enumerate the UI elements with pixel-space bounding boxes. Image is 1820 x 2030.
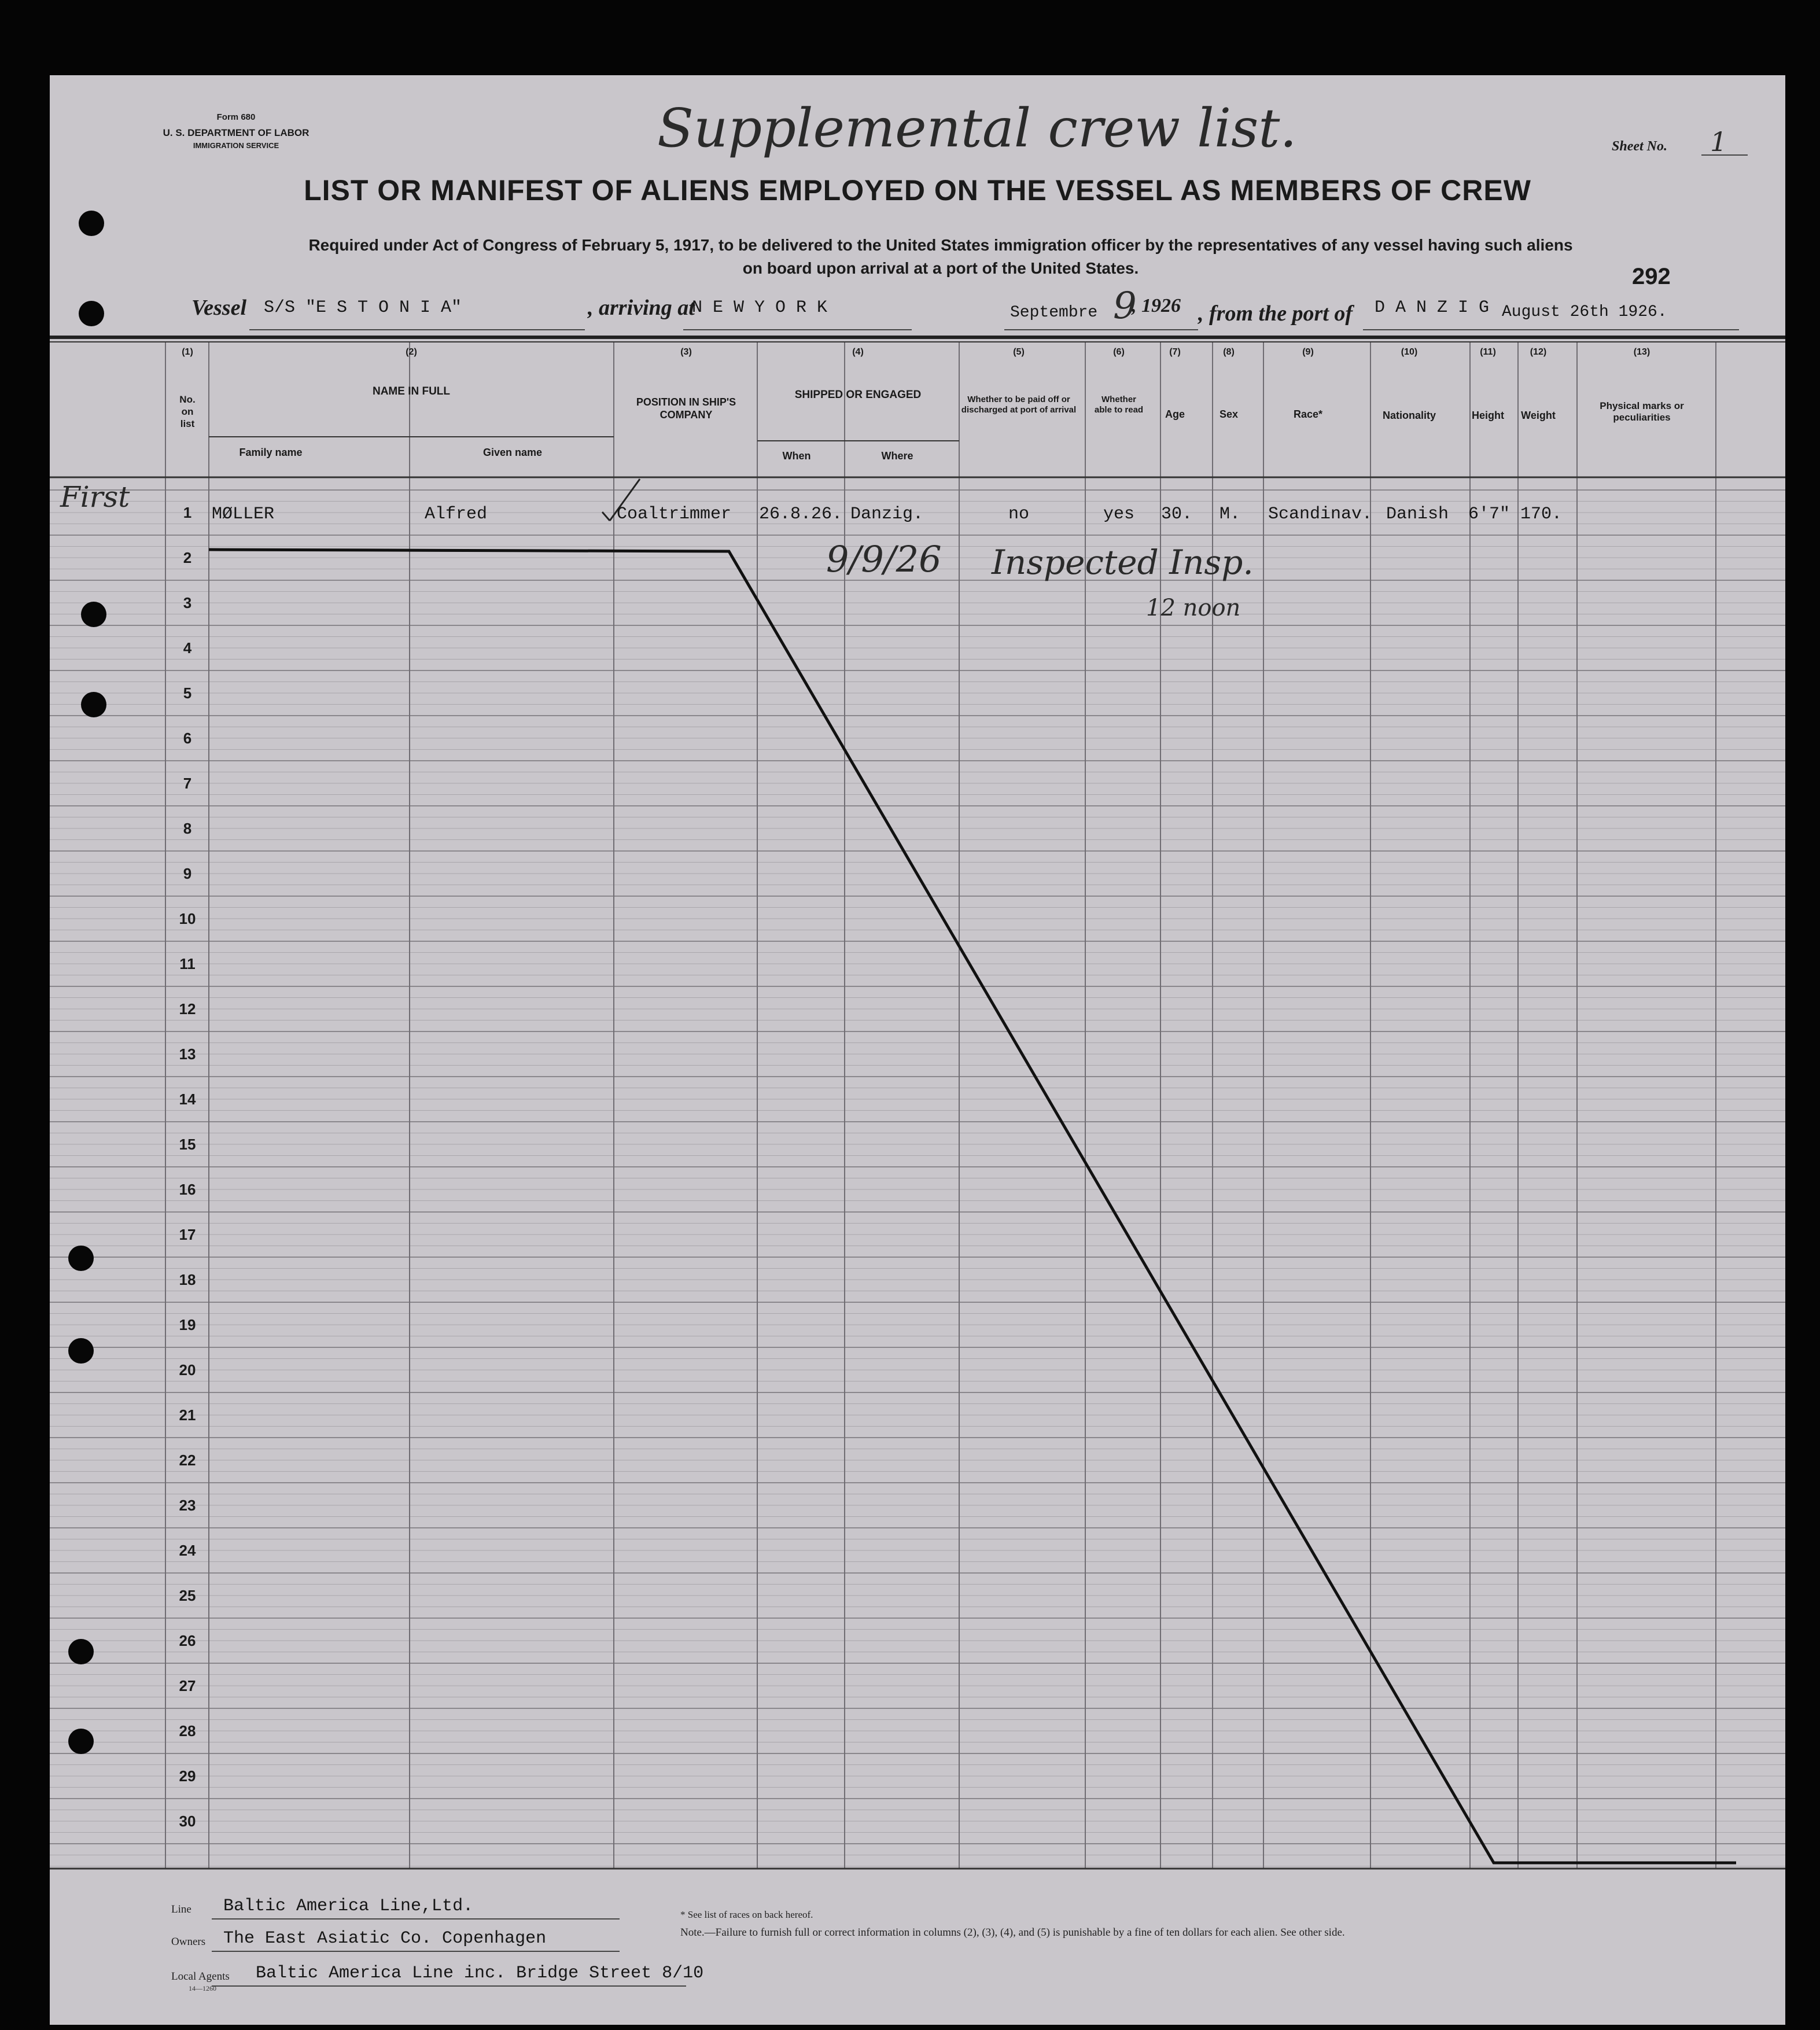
row-number: 9 (183, 865, 192, 882)
footer-line-label: Line (171, 1903, 191, 1915)
entry-weight: 170. (1520, 504, 1563, 524)
row-number: 16 (179, 1181, 196, 1198)
punch-hole (68, 1729, 94, 1754)
column-number: (1) (182, 347, 193, 357)
races-footnote: * See list of races on back hereof. (680, 1909, 813, 1920)
row-number: 28 (179, 1722, 196, 1740)
row-number: 29 (179, 1767, 196, 1785)
departure-date: August 26th 1926. (1502, 303, 1667, 321)
form-subtitle-1: Required under Act of Congress of February 5, 1917, to be delivered to the United States immigration officer by the representatives of any vessel having such aliens (308, 236, 1573, 254)
vessel-name: S/S "E S T O N I A" (264, 298, 462, 318)
footer-agents-label: Local Agents (171, 1970, 230, 1983)
print-code: 14—1260 (189, 1984, 216, 1992)
row-number: 23 (179, 1497, 196, 1514)
col-race: Race* (1293, 408, 1323, 420)
row-number: 1 (183, 504, 192, 521)
punch-hole (68, 1246, 94, 1271)
col-able-to-read: Whether able to read (1094, 395, 1144, 415)
footer-line-value: Baltic America Line,Ltd. (223, 1896, 474, 1916)
column-number: (2) (406, 347, 417, 357)
entry-able-to-read: yes (1103, 504, 1135, 524)
departure-port: D A N Z I G (1375, 298, 1490, 318)
from-port-label: , from the port of (1198, 301, 1353, 326)
stamp-number: 292 (1632, 264, 1671, 289)
row-number: 7 (183, 775, 192, 792)
row-number: 25 (179, 1587, 196, 1604)
row-number: 2 (183, 549, 192, 566)
column-number: (6) (1113, 347, 1125, 357)
entry-paid-off: no (1008, 504, 1030, 524)
col-weight: Weight (1521, 410, 1556, 421)
row-number: 5 (183, 684, 192, 702)
footer-owners-value: The East Asiatic Co. Copenhagen (223, 1929, 547, 1948)
entry-family-name: MØLLER (212, 504, 275, 524)
arrival-port: N E W Y O R K (692, 298, 828, 318)
column-number: (7) (1169, 347, 1181, 357)
col-when: When (782, 450, 811, 462)
entry-when: 26.8.26. (759, 504, 843, 524)
service-label: IMMIGRATION SERVICE (193, 141, 279, 150)
annotation-inspected: Inspected Insp. (992, 543, 1254, 582)
entry-where: Danzig. (850, 504, 924, 524)
footer-agents-value: Baltic America Line inc. Bridge Street 8/10 (256, 1963, 704, 1983)
row-number: 12 (179, 1000, 196, 1018)
col-family-name: Family name (239, 447, 303, 458)
row-number: 4 (183, 639, 192, 657)
cancellation-line (209, 550, 1736, 1863)
row-number: 18 (179, 1271, 196, 1288)
row-number: 20 (179, 1361, 196, 1379)
punch-hole (81, 692, 106, 717)
col-nationality: Nationality (1382, 410, 1436, 421)
col-no-on-list: No. on list (179, 394, 196, 429)
col-sex: Sex (1219, 408, 1239, 420)
sheet-label: Sheet No. (1612, 139, 1667, 154)
row-number: 14 (179, 1090, 196, 1108)
vessel-label: Vessel (191, 296, 246, 320)
form-number: Form 680 (216, 112, 256, 122)
punch-hole (68, 1639, 94, 1664)
entry-nationality: Danish (1386, 504, 1449, 524)
arrival-month: Septembre (1010, 304, 1098, 322)
col-given-name: Given name (482, 447, 543, 458)
row-number: 26 (179, 1632, 196, 1649)
annotation-date: 9/9/26 (826, 538, 942, 580)
column-number: (4) (852, 347, 864, 357)
entry-sex: M. (1219, 504, 1241, 524)
manifest-grid (50, 75, 1785, 2025)
col-name-in-full: NAME IN FULL (372, 385, 451, 397)
row-number: 17 (179, 1226, 196, 1243)
annotation-time: 12 noon (1146, 595, 1241, 621)
form-title: LIST OR MANIFEST OF ALIENS EMPLOYED ON THE VESSEL AS MEMBERS OF CREW (304, 174, 1531, 207)
row-number: 8 (183, 820, 192, 837)
entry-given-name: Alfred (425, 504, 488, 524)
arriving-label: , arriving at (588, 296, 695, 320)
column-number: (5) (1013, 347, 1025, 357)
row-number: 13 (179, 1045, 196, 1063)
arrival-year: , 1926 (1132, 295, 1181, 316)
department-label: U. S. DEPARTMENT OF LABOR (163, 127, 310, 138)
row-number: 27 (179, 1677, 196, 1694)
handwritten-heading: Supplemental crew list. (657, 97, 1297, 159)
entry-race: Scandinav. (1268, 504, 1373, 524)
column-number: (3) (680, 347, 692, 357)
form-subtitle-2: on board upon arrival at a port of the United States. (742, 259, 1139, 277)
row-number: 21 (179, 1406, 196, 1424)
row-rules (50, 490, 1785, 1866)
column-number: (9) (1302, 347, 1314, 357)
column-number: (13) (1633, 347, 1650, 357)
column-number: (8) (1223, 347, 1235, 357)
row-number: 11 (179, 955, 196, 972)
col-height: Height (1472, 410, 1504, 421)
column-number: (12) (1530, 347, 1547, 357)
manifest-sheet (50, 75, 1785, 2025)
row1-check-mark-short (602, 512, 610, 521)
col-shipped-engaged: SHIPPED OR ENGAGED (794, 389, 922, 401)
entry-position: Coaltrimmer (617, 504, 732, 524)
row-number: 6 (183, 730, 192, 747)
col-paid-off: Whether to be paid off or discharged at port of arrival (961, 395, 1077, 415)
col-age: Age (1165, 408, 1185, 420)
row-number: 30 (179, 1812, 196, 1830)
col-where: Where (881, 450, 913, 462)
col-position: POSITION IN SHIP'S COMPANY (636, 396, 736, 421)
punch-hole (68, 1338, 94, 1364)
punch-hole (81, 602, 106, 627)
punch-hole (79, 211, 104, 236)
row-number: 24 (179, 1542, 196, 1559)
row-number: 22 (179, 1451, 196, 1469)
column-number: (11) (1480, 347, 1496, 357)
entry-age: 30. (1160, 504, 1193, 524)
sheet-number: 1 (1710, 126, 1727, 157)
arrival-day: 9 (1113, 285, 1137, 327)
column-number: (10) (1401, 347, 1418, 357)
margin-note: First (60, 480, 130, 514)
punch-hole (79, 301, 104, 326)
col-physical-marks: Physical marks or peculiarities (1600, 400, 1684, 423)
footer-owners-label: Owners (171, 1936, 206, 1948)
fine-note: Note.—Failure to furnish full or correct information in columns (2), (3), (4), and (5) is punishable by a fine of ten dollars for each alien. See other side. (680, 1926, 1345, 1939)
entry-height: 6'7" (1468, 504, 1510, 524)
row-number: 19 (179, 1316, 196, 1333)
row-number: 10 (179, 910, 196, 927)
row-number: 15 (179, 1136, 196, 1153)
row-number: 3 (183, 594, 192, 611)
